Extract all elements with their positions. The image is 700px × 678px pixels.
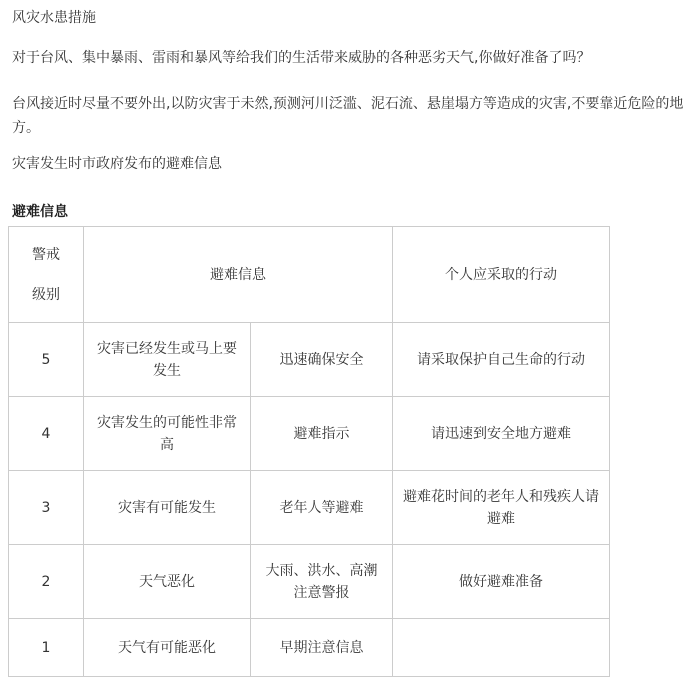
situation-cell: 灾害发生的可能性非常高: [84, 397, 251, 471]
header-level-line2: 级别: [32, 286, 60, 303]
notice-cell: 老年人等避难: [251, 471, 393, 545]
notice-cell: 大雨、洪水、高潮注意警报: [251, 545, 393, 619]
level-cell: 3: [9, 471, 84, 545]
info-intro-paragraph: 灾害发生时市政府发布的避难信息: [12, 156, 222, 172]
action-cell: [393, 619, 610, 677]
section-title: 避难信息: [12, 204, 68, 220]
level-cell: 1: [9, 619, 84, 677]
header-level-line1: 警戒: [32, 246, 60, 263]
table-header-row: [9, 227, 610, 323]
evacuation-info-table: [8, 226, 610, 677]
notice-cell: 早期注意信息: [251, 619, 393, 677]
header-level-cell: [9, 227, 84, 323]
header-action-cell: 个人应采取的行动: [393, 227, 610, 323]
table-row: [9, 323, 610, 397]
action-cell: 避难花时间的老年人和残疾人请避难: [393, 471, 610, 545]
table-row: [9, 471, 610, 545]
level-cell: 4: [9, 397, 84, 471]
table-row: [9, 545, 610, 619]
table-row: [9, 397, 610, 471]
advice-paragraph: 台风接近时尽量不要外出,以防灾害于未然,预测河川泛滥、泥石流、悬崖塌方等造成的灾害,不要靠近危险的地方。: [12, 96, 684, 136]
action-cell: 请采取保护自己生命的行动: [393, 323, 610, 397]
situation-cell: 灾害有可能发生: [84, 471, 251, 545]
situation-cell: 天气恶化: [84, 545, 251, 619]
situation-cell: 灾害已经发生或马上要发生: [84, 323, 251, 397]
action-cell: 做好避难准备: [393, 545, 610, 619]
level-cell: 5: [9, 323, 84, 397]
notice-cell: 避难指示: [251, 397, 393, 471]
header-info-cell: 避难信息: [84, 227, 393, 323]
intro-paragraph: 对于台风、集中暴雨、雷雨和暴风等给我们的生活带来威胁的各种恶劣天气,你做好准备了吗？: [12, 50, 591, 66]
article-heading: 风灾水患措施: [12, 10, 96, 26]
level-cell: 2: [9, 545, 84, 619]
notice-cell: 迅速确保安全: [251, 323, 393, 397]
situation-cell: 天气有可能恶化: [84, 619, 251, 677]
table-row: [9, 619, 610, 677]
action-cell: 请迅速到安全地方避难: [393, 397, 610, 471]
